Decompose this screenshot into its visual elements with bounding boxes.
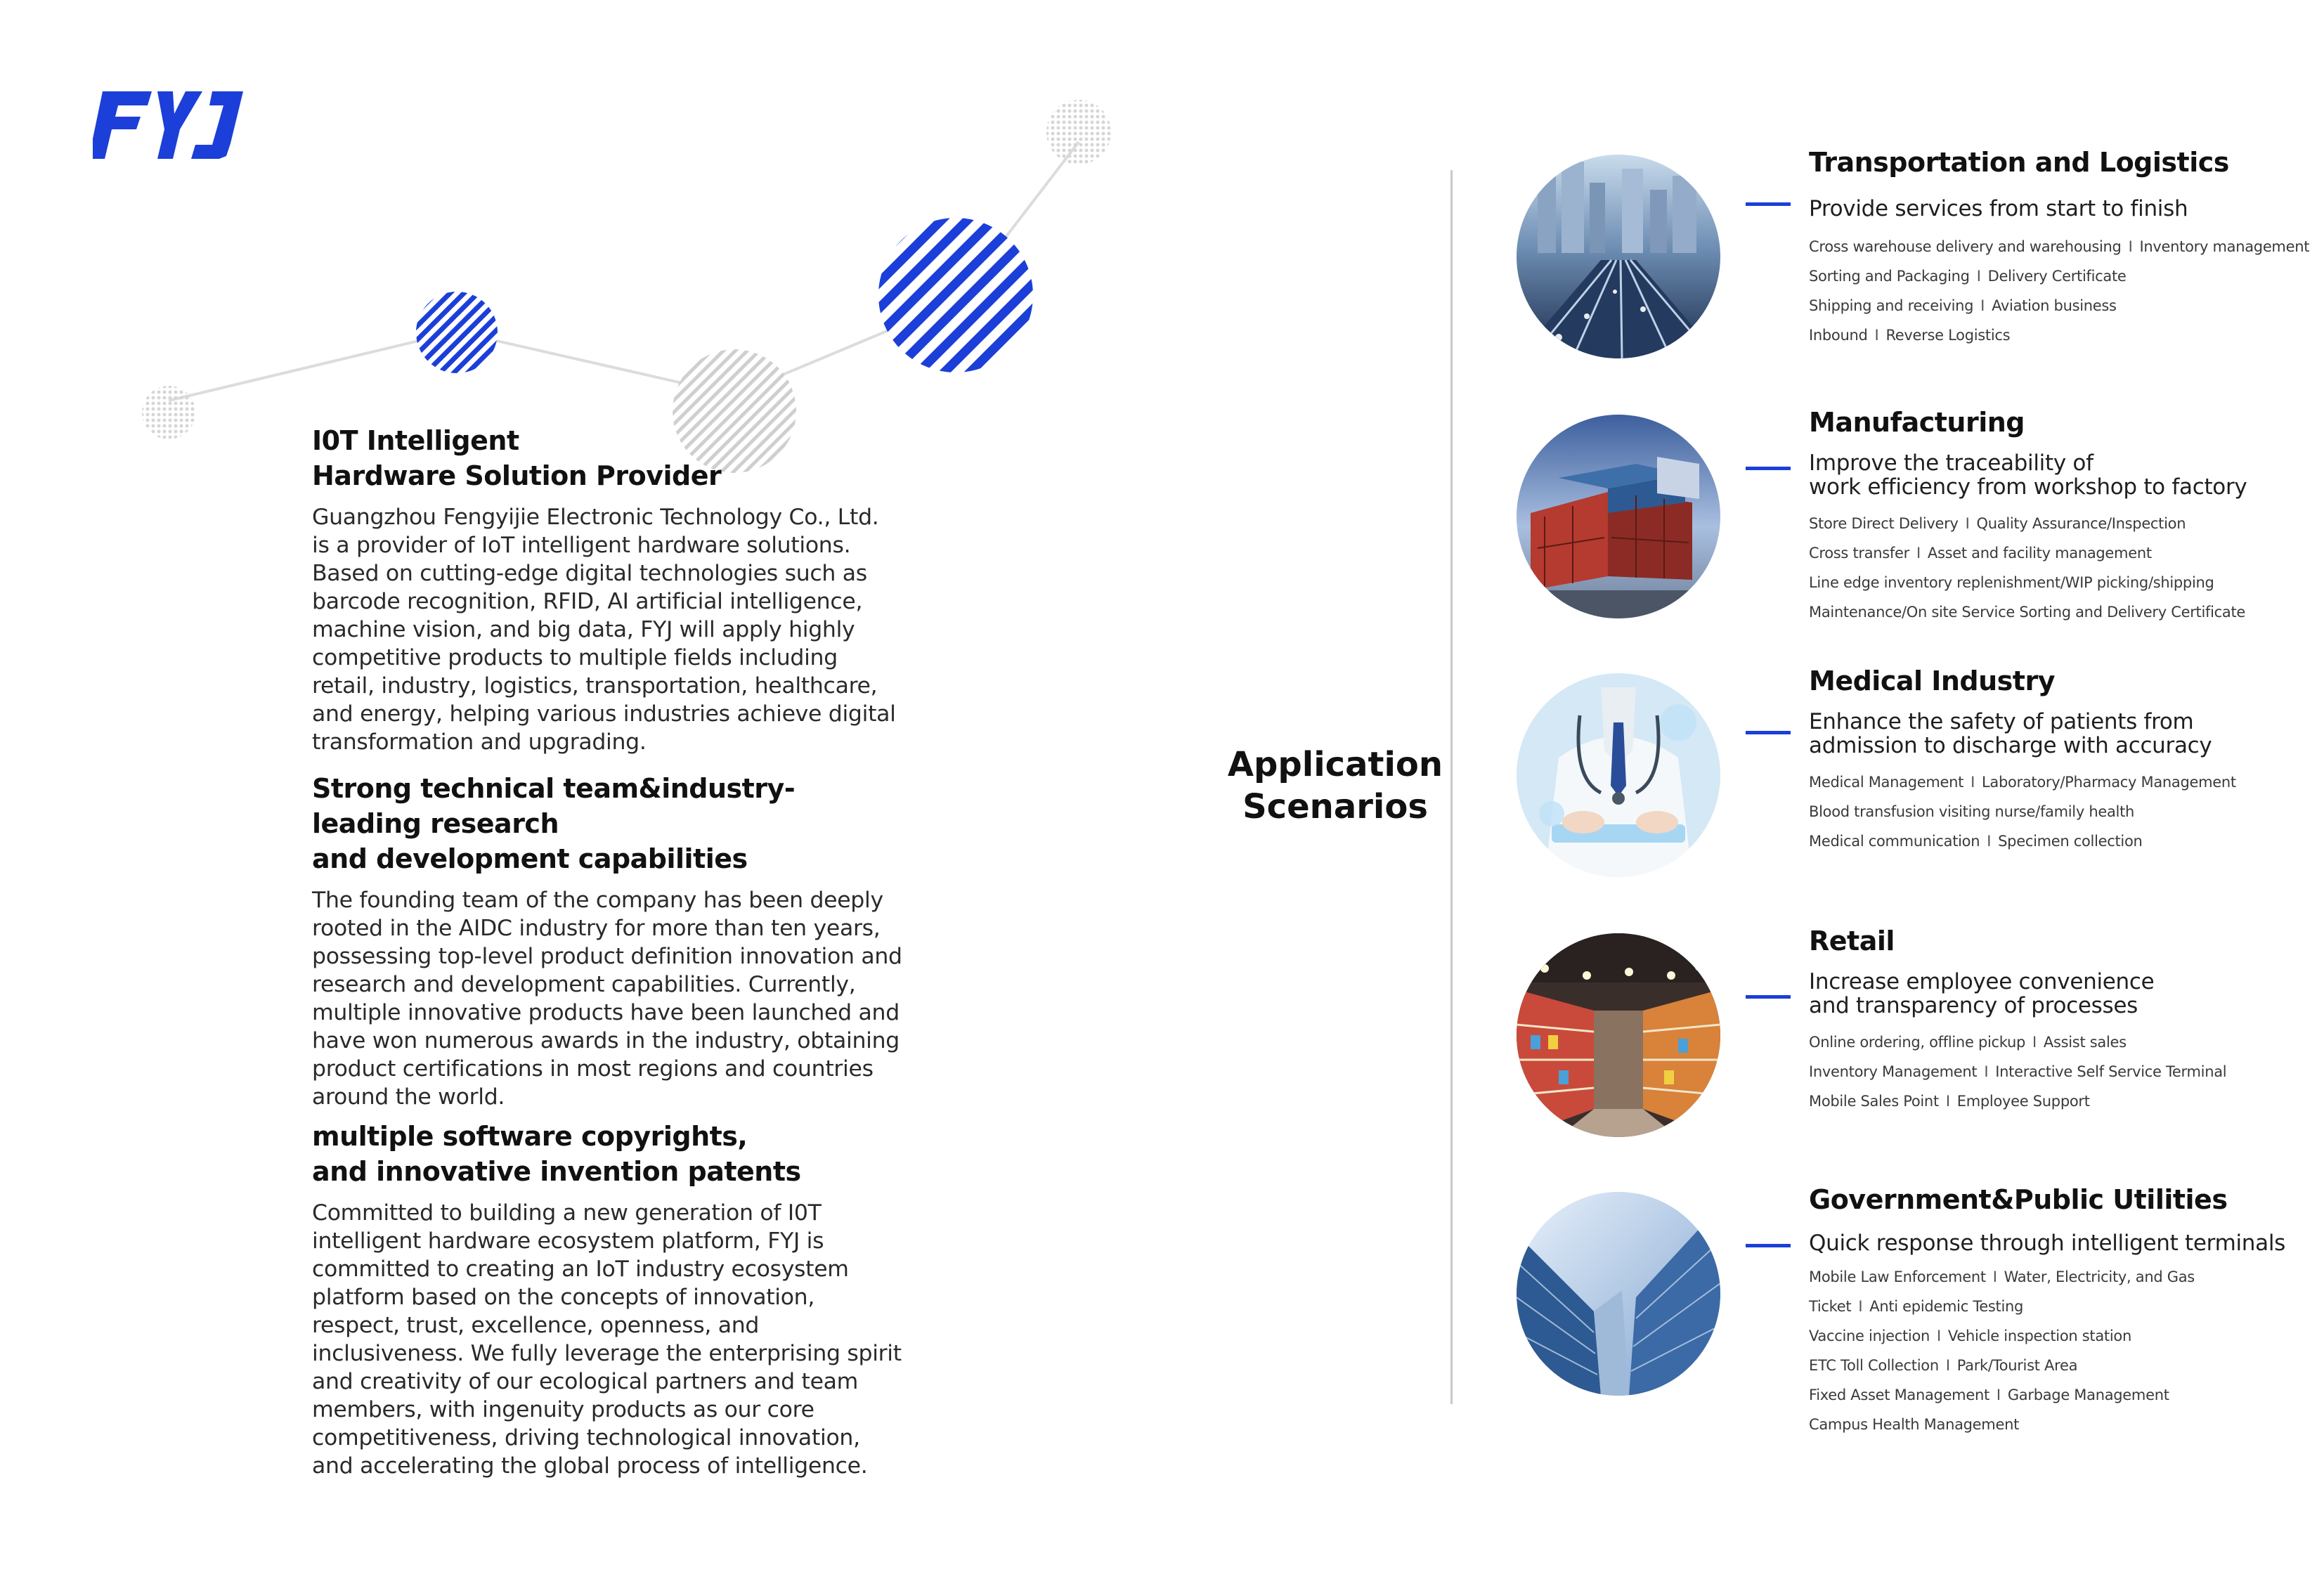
section-title bbox=[312, 771, 902, 876]
item-row: ETC Toll Collection I Park/Tourist Area bbox=[1809, 1357, 2078, 1374]
item-row: Cross warehouse delivery and warehousing I Inventory management bbox=[1809, 238, 2310, 255]
subtitle-line: Enhance the safety of patients from bbox=[1809, 709, 2194, 734]
subtitle-line: Increase employee convenience bbox=[1809, 969, 2155, 994]
item: Cross transfer bbox=[1809, 545, 1909, 562]
scenario-items bbox=[1809, 509, 2245, 627]
scenario-subtitle bbox=[1809, 197, 2188, 221]
item-row: Medical Management I Laboratory/Pharmacy Management bbox=[1809, 774, 2236, 791]
item: Inbound bbox=[1809, 327, 1868, 344]
intro-section-provider bbox=[312, 423, 902, 756]
item-row: Shipping and receiving I Aviation business bbox=[1809, 297, 2117, 314]
subtitle-line: admission to discharge with accuracy bbox=[1809, 733, 2212, 758]
item: Asset and facility management bbox=[1927, 545, 2152, 562]
scenario-title: Transportation and Logistics bbox=[1809, 147, 2229, 178]
subtitle-line: and transparency of processes bbox=[1809, 993, 2138, 1018]
section-title-line: multiple software copyrights, bbox=[312, 1121, 748, 1152]
section-title-line: and innovative invention patents bbox=[312, 1156, 801, 1187]
item: Interactive Self Service Terminal bbox=[1995, 1063, 2227, 1080]
item: Cross warehouse delivery and warehousing bbox=[1809, 238, 2122, 255]
shipping-containers-image bbox=[1517, 415, 1720, 618]
scenario-manufacturing bbox=[1517, 407, 2318, 668]
item: Quality Assurance/Inspection bbox=[1976, 515, 2186, 532]
item: Medical communication bbox=[1809, 833, 1980, 850]
item: Sorting and Packaging bbox=[1809, 268, 1970, 285]
item: Anti epidemic Testing bbox=[1869, 1298, 2024, 1315]
subtitle-line: Quick response through intelligent terminals bbox=[1809, 1231, 2286, 1256]
scenario-medical bbox=[1517, 666, 2318, 926]
scenario-subtitle bbox=[1809, 451, 2247, 499]
item-row bbox=[1809, 597, 2245, 627]
accent-dash bbox=[1746, 467, 1791, 470]
item: Inventory management bbox=[2139, 238, 2310, 255]
item-row bbox=[1809, 1410, 2195, 1439]
item-row: Sorting and Packaging I Delivery Certificate bbox=[1809, 268, 2127, 285]
subtitle-line: Improve the traceability of bbox=[1809, 450, 2093, 476]
doctor-tablet-image bbox=[1517, 673, 1720, 877]
scenario-items bbox=[1809, 232, 2309, 350]
item: Store Direct Delivery bbox=[1809, 515, 1959, 532]
section-title-line: Hardware Solution Provider bbox=[312, 460, 722, 491]
scenario-items bbox=[1809, 1027, 2226, 1116]
item: Online ordering, offline pickup bbox=[1809, 1034, 2026, 1051]
section-body: Committed to building a new generation of I0T intelligent hardware ecosystem platform, FYJ is committed to creating an IoT industry ecosystem platform based on the concepts of innovation, respect, trust, excellence, openness, and inclusiveness. We fully leverage the enterprising spirit and creativity of our ecological partners and team members, with ingenuity products as our core competitiveness, driving technological innovation, and accelerating the global process of intelligence. bbox=[312, 1200, 902, 1479]
application-scenarios-heading bbox=[1209, 744, 1462, 828]
scenario-subtitle bbox=[1809, 710, 2212, 758]
scenario-title: Manufacturing bbox=[1809, 407, 2025, 438]
highway-city-image bbox=[1517, 155, 1720, 358]
scenario-items bbox=[1809, 767, 2236, 856]
item: Specimen collection bbox=[1998, 833, 2143, 850]
item: Fixed Asset Management bbox=[1809, 1387, 1989, 1403]
item: Garbage Management bbox=[2007, 1387, 2169, 1403]
scenario-title: Medical Industry bbox=[1809, 666, 2055, 696]
section-body: Guangzhou Fengyijie Electronic Technology Co., Ltd. is a provider of IoT intelligent hardware solutions. Based on cutting-edge digital technologies such as barcode recognition, RFID, AI artificial intelligence, machine vision, and big data, FYJ will apply highly competitive products to multiple fields including retail, industry, logistics, transportation, healthcare, and energy, helping various industries achieve digital transformation and upgrading. bbox=[312, 505, 896, 755]
item: Ticket bbox=[1809, 1298, 1852, 1315]
item-row: Fixed Asset Management I Garbage Management bbox=[1809, 1387, 2169, 1403]
item: Vehicle inspection station bbox=[1947, 1328, 2131, 1344]
subtitle-line: work efficiency from workshop to factory bbox=[1809, 474, 2247, 500]
item-row: Mobile Sales Point I Employee Support bbox=[1809, 1093, 2090, 1110]
item: Shipping and receiving bbox=[1809, 297, 1974, 314]
item-row: Online ordering, offline pickup I Assist sales bbox=[1809, 1034, 2127, 1051]
scenario-government bbox=[1517, 1184, 2318, 1445]
item: Campus Health Management bbox=[1809, 1416, 2020, 1433]
item-row: Medical communication I Specimen collection bbox=[1809, 833, 2143, 850]
item: Maintenance/On site Service Sorting and Delivery Certificate bbox=[1809, 604, 2246, 621]
section-title bbox=[312, 423, 902, 493]
scenario-items bbox=[1809, 1262, 2195, 1439]
section-title-line: and development capabilities bbox=[312, 843, 748, 874]
intro-section-team bbox=[312, 771, 902, 1111]
accent-dash bbox=[1746, 202, 1791, 206]
item-row: Vaccine injection I Vehicle inspection station bbox=[1809, 1328, 2131, 1344]
heading-line: Scenarios bbox=[1242, 787, 1428, 826]
item: Line edge inventory replenishment/WIP picking/shipping bbox=[1809, 574, 2214, 591]
item: Reverse Logistics bbox=[1885, 327, 2011, 344]
skyscrapers-image bbox=[1517, 1192, 1720, 1396]
scenario-retail bbox=[1517, 926, 2318, 1186]
subtitle-line: Provide services from start to finish bbox=[1809, 196, 2188, 221]
item-row: Ticket I Anti epidemic Testing bbox=[1809, 1298, 2024, 1315]
item: Assist sales bbox=[2043, 1034, 2127, 1051]
item: Mobile Law Enforcement bbox=[1809, 1268, 1986, 1285]
heading-line: Application bbox=[1227, 745, 1443, 784]
supermarket-aisle-image bbox=[1517, 933, 1720, 1137]
item: Inventory Management bbox=[1809, 1063, 1978, 1080]
section-title-line: I0T Intelligent bbox=[312, 425, 519, 456]
scenario-subtitle bbox=[1809, 970, 2154, 1018]
scenario-title: Retail bbox=[1809, 926, 1895, 956]
intro-section-patents bbox=[312, 1119, 902, 1480]
section-title bbox=[312, 1119, 902, 1189]
item: Park/Tourist Area bbox=[1956, 1357, 2078, 1374]
item: Aviation business bbox=[1992, 297, 2117, 314]
scenario-subtitle bbox=[1809, 1231, 2285, 1255]
item: Laboratory/Pharmacy Management bbox=[1981, 774, 2236, 791]
item-row bbox=[1809, 568, 2245, 597]
item: Blood transfusion visiting nurse/family health bbox=[1809, 803, 2135, 820]
scenario-transportation bbox=[1517, 147, 2318, 408]
scenario-title: Government&Public Utilities bbox=[1809, 1184, 2228, 1215]
item-row: Cross transfer I Asset and facility management bbox=[1809, 545, 2152, 562]
section-body: The founding team of the company has been deeply rooted in the AIDC industry for more than ten years, possessing top-level product definition innovation and research and development capabilities. Currently, multiple innovative products have been launched and have won numerous awards in the industry, obtaining product certifications in most regions and countries around the world. bbox=[312, 888, 902, 1110]
item-row: Mobile Law Enforcement I Water, Electricity, and Gas bbox=[1809, 1268, 2195, 1285]
vertical-divider bbox=[1450, 170, 1453, 1404]
accent-dash bbox=[1746, 731, 1791, 734]
item: ETC Toll Collection bbox=[1809, 1357, 1939, 1374]
item: Mobile Sales Point bbox=[1809, 1093, 1939, 1110]
item: Medical Management bbox=[1809, 774, 1964, 791]
item-row bbox=[1809, 797, 2236, 826]
item-row: Inbound I Reverse Logistics bbox=[1809, 327, 2011, 344]
item: Delivery Certificate bbox=[1987, 268, 2127, 285]
accent-dash bbox=[1746, 1244, 1791, 1247]
item: Water, Electricity, and Gas bbox=[2004, 1268, 2195, 1285]
item-row: Store Direct Delivery I Quality Assurance/Inspection bbox=[1809, 515, 2186, 532]
item-row: Inventory Management I Interactive Self Service Terminal bbox=[1809, 1063, 2227, 1080]
accent-dash bbox=[1746, 995, 1791, 999]
item: Employee Support bbox=[1956, 1093, 2090, 1110]
section-title-line: Strong technical team&industry-leading research bbox=[312, 773, 796, 839]
item: Vaccine injection bbox=[1809, 1328, 1930, 1344]
